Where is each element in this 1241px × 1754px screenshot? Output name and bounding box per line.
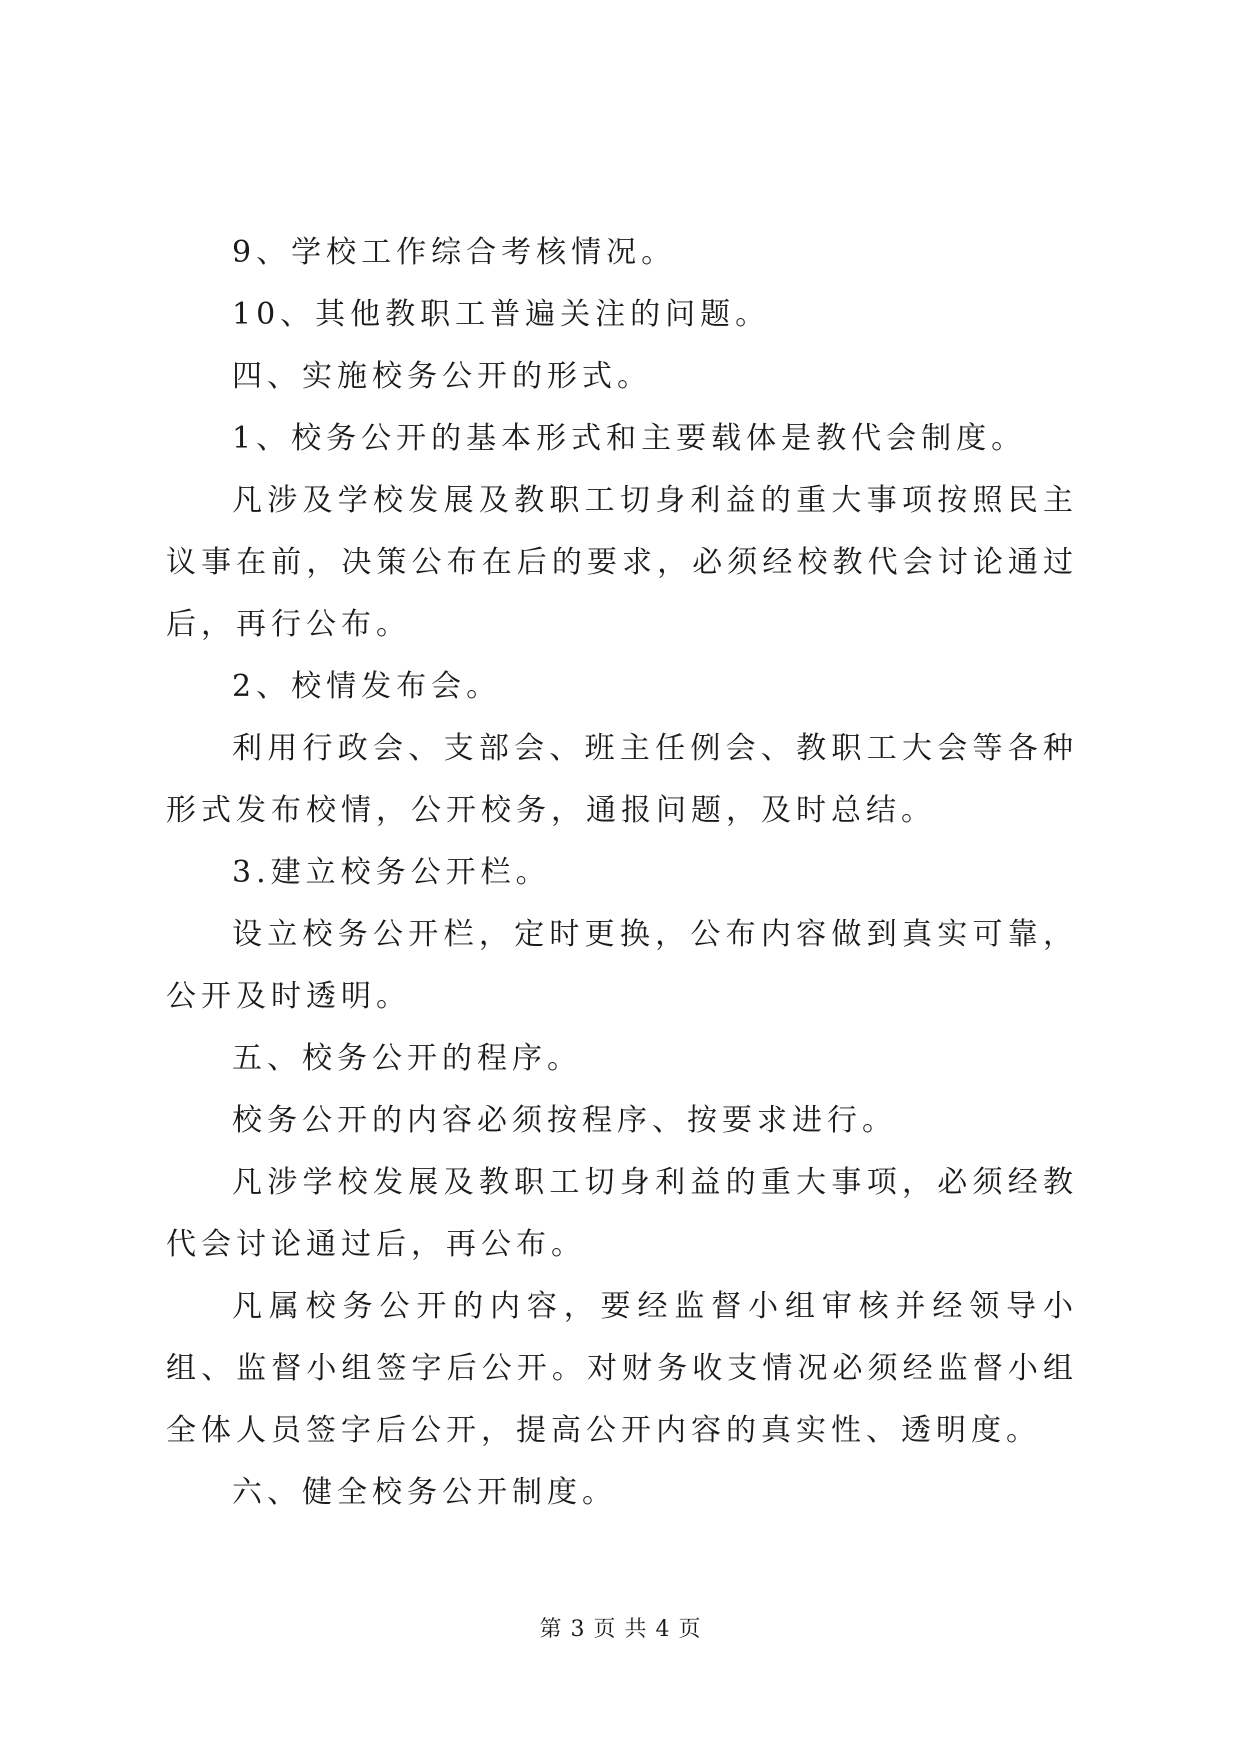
section-heading: 四、实施校务公开的形式。 <box>232 359 652 394</box>
paragraph: 9、学校工作综合考核情况。 <box>232 235 677 270</box>
paragraph: 凡涉及学校发展及教职工切身利益的重大事项按照民主议事在前，决策公布在后的要求，必须经校教代会讨论通过后，再行公布。 <box>166 483 1078 642</box>
paragraph: 1、校务公开的基本形式和主要载体是教代会制度。 <box>232 421 1027 456</box>
page-number-footer: 第 3 页 共 4 页 <box>539 1617 702 1642</box>
paragraph: 利用行政会、支部会、班主任例会、教职工大会等各种形式发布校情，公开校务，通报问题，及时总结。 <box>166 731 1078 828</box>
section-heading: 六、健全校务公开制度。 <box>232 1475 617 1510</box>
paragraph: 凡属校务公开的内容，要经监督小组审核并经领导小组、监督小组签字后公开。对财务收支情况必须经监督小组全体人员签字后公开，提高公开内容的真实性、透明度。 <box>166 1289 1078 1448</box>
section-heading: 五、校务公开的程序。 <box>232 1041 582 1076</box>
document-body <box>166 222 1078 1524</box>
paragraph: 10、其他教职工普遍关注的问题。 <box>232 297 771 332</box>
paragraph: 校务公开的内容必须按程序、按要求进行。 <box>232 1103 897 1138</box>
paragraph: 2、校情发布会。 <box>232 669 502 704</box>
paragraph: 设立校务公开栏，定时更换，公布内容做到真实可靠，公开及时透明。 <box>166 917 1078 1014</box>
paragraph: 3.建立校务公开栏。 <box>232 855 551 890</box>
paragraph: 凡涉学校发展及教职工切身利益的重大事项，必须经教代会讨论通过后，再公布。 <box>166 1165 1078 1262</box>
